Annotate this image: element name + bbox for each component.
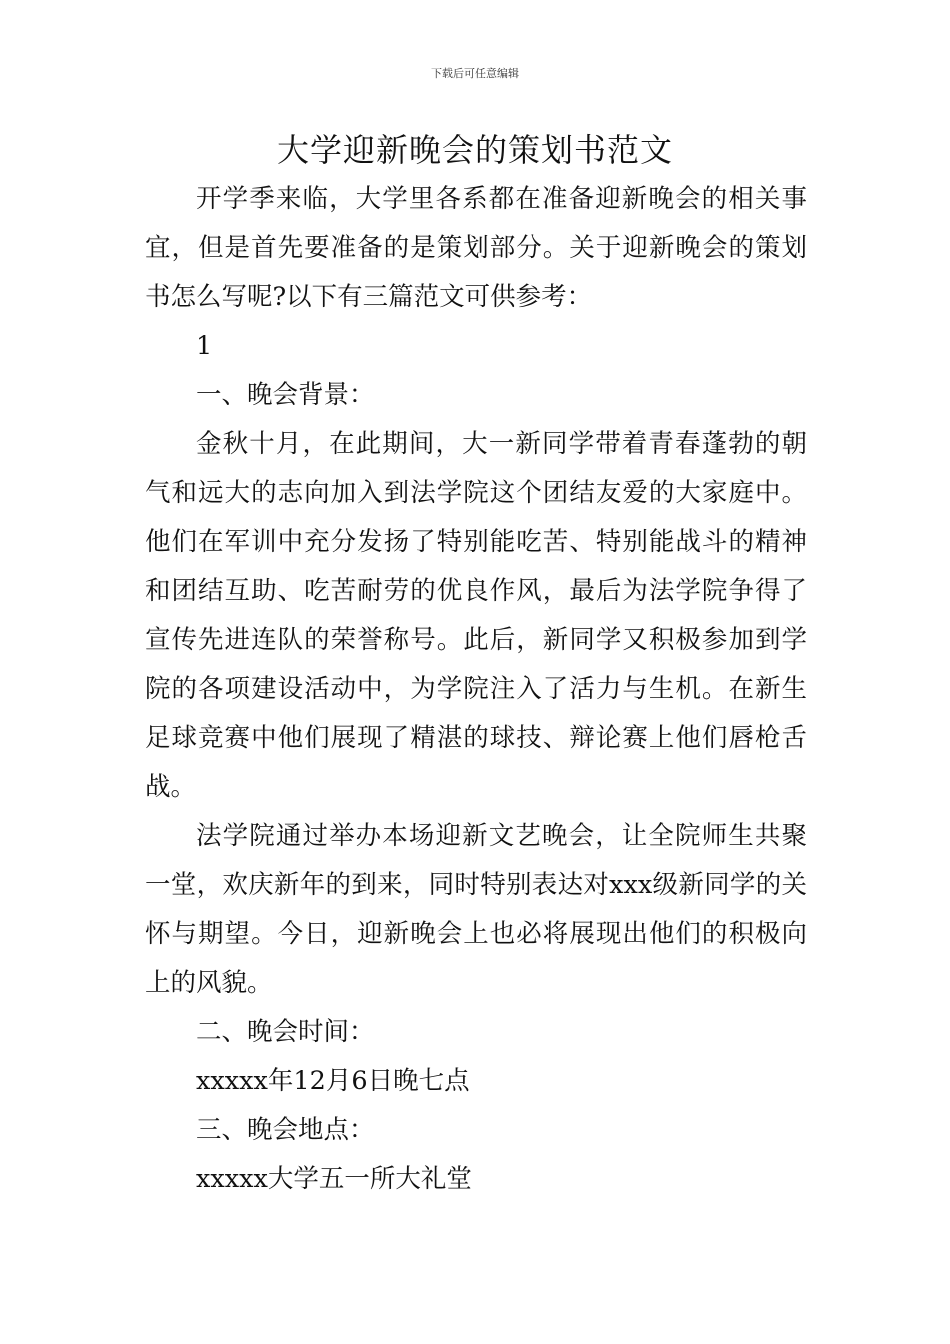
paragraph-background: 金秋十月，在此期间，大一新同学带着青春蓬勃的朝气和远大的志向加入到法学院这个团结友爱的大家庭中。他们在军训中充分发扬了特别能吃苦、特别能战斗的精神和团结互助、吃苦耐劳的优良作风，最后为法学院争得了宣传先进连队的荣誉称号。此后，新同学又积极参加到学院的各项建设活动中，为学院注入了活力与生机。在新生足球竞赛中他们展现了精湛的球技、辩论赛上他们唇枪舌战。: [145, 429, 807, 802]
paragraph-location: xxxxx大学五一所大礼堂: [196, 1164, 472, 1194]
document-body: [145, 175, 807, 1204]
heading-background: 一、晚会背景：: [196, 380, 375, 410]
heading-time: 二、晚会时间：: [196, 1017, 375, 1047]
paragraph-section-number: 1: [196, 331, 213, 361]
paragraph-time: xxxxx年12月6日晚七点: [196, 1066, 470, 1096]
paragraph-purpose: 法学院通过举办本场迎新文艺晚会，让全院师生共聚一堂，欢庆新年的到来，同时特别表达对xxx级新同学的关怀与期望。今日，迎新晚会上也必将展现出他们的积极向上的风貌。: [145, 821, 807, 998]
heading-location: 三、晚会地点：: [196, 1115, 375, 1145]
header-note: 下载后可任意编辑: [431, 67, 519, 80]
paragraph-intro: 开学季来临，大学里各系都在准备迎新晚会的相关事宜，但是首先要准备的是策划部分。关于迎新晚会的策划书怎么写呢?以下有三篇范文可供参考：: [145, 184, 807, 312]
document-title: 大学迎新晚会的策划书范文: [276, 131, 673, 169]
